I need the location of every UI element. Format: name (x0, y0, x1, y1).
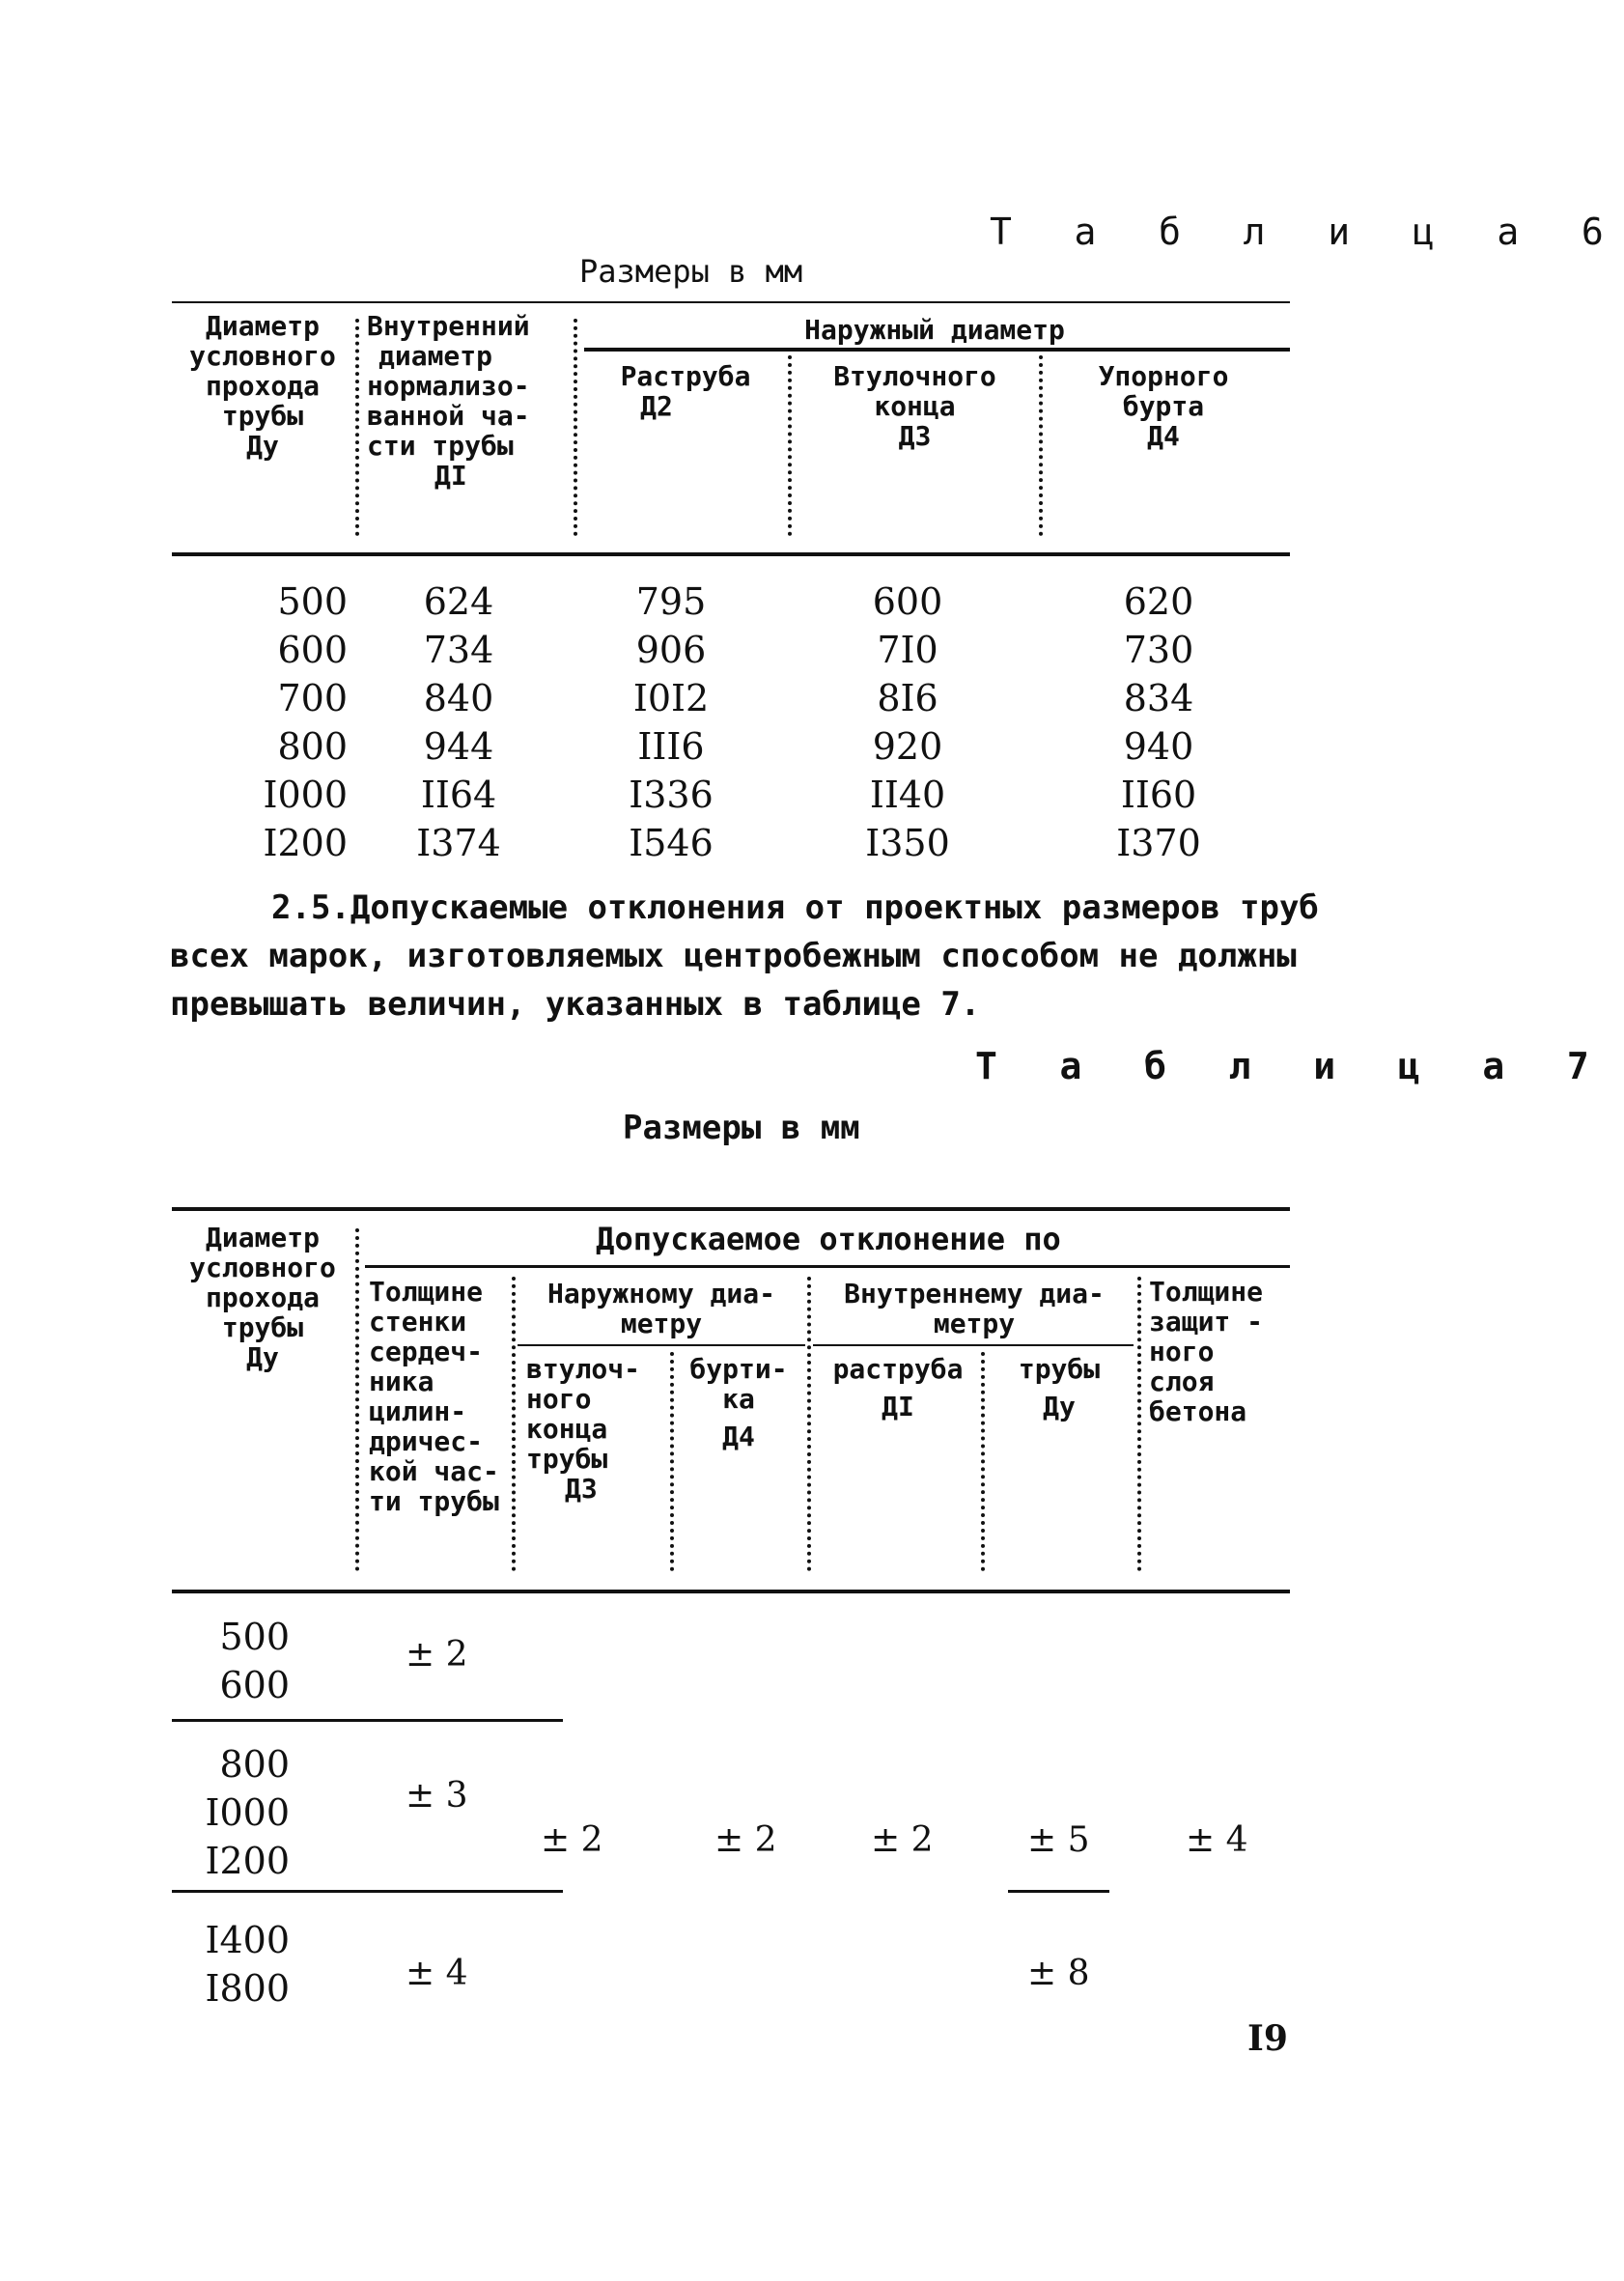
table6-title: Т а б л и ц а 6 (990, 211, 1624, 253)
table7-divider-4 (807, 1277, 811, 1571)
table7-protective-layer-tolerance: ± 4 (1186, 1820, 1248, 1860)
table6-header-inner-diameter: Внутренний диаметр нормализо- ванной ча- сти трубы ДI (367, 310, 530, 492)
table6-col-sleeve: 600 7I0 8I6 920 II40 I350 (865, 580, 950, 864)
table6-col-inner: 624 734 840 944 II64 I374 (416, 580, 501, 864)
table6-header-sleeve-end: Втулочного конца Д3 (833, 360, 996, 452)
table7-socket-tolerance: ± 2 (871, 1820, 934, 1860)
table7-title: Т а б л и ц а 7 (975, 1045, 1610, 1087)
table6-header-nominal-diameter: Диаметр условного прохода трубы Ду (189, 310, 336, 462)
table7-pipe-tolerance-large: ± 8 (1027, 1954, 1090, 1993)
table7-outer-rule (518, 1344, 805, 1346)
table7-header-bottom-rule (172, 1590, 1290, 1593)
table7-collar-tolerance: ± 2 (714, 1820, 777, 1860)
table6-group-rule (584, 348, 1290, 352)
table7-group-2-rule (172, 1890, 563, 1893)
table7-header-pipe: трубы Ду (1018, 1353, 1101, 1422)
table-row: I000 (263, 774, 348, 816)
table7-wall-tolerance-2: ± 3 (406, 1776, 468, 1816)
table7-wall-tolerance-1: ± 2 (406, 1635, 468, 1675)
table7-divider-3 (670, 1352, 674, 1571)
table7-header-sleeve-end: втулоч- ного конца трубы Д3 (526, 1353, 641, 1505)
table-row: I200 (205, 1840, 290, 1882)
table-row: I200 (263, 822, 348, 864)
table-row: I000 (205, 1791, 290, 1834)
table7-pipe-split-rule (1008, 1890, 1109, 1893)
table7-inner-rule (813, 1344, 1134, 1346)
table7-pipe-tolerance-small: ± 5 (1027, 1820, 1090, 1860)
page-number: I9 (1247, 2018, 1288, 2059)
table7-diameter-group-1 (174, 1613, 290, 1709)
table7-header-tolerance: Допускаемое отклонение по (596, 1221, 1061, 1257)
table7-divider-5 (981, 1352, 985, 1571)
table7-divider-1 (355, 1228, 359, 1571)
table-row: I400 (205, 1919, 290, 1961)
table7-units: Размеры в мм (623, 1109, 860, 1147)
table7-top-rule (172, 1207, 1290, 1211)
table-row: 800 (277, 725, 348, 768)
table6-col-collar: 620 730 834 940 II60 I370 (1116, 580, 1201, 864)
table6-header-socket: Раструба Д2 (620, 360, 751, 422)
table-row: 800 (219, 1743, 290, 1786)
table7-divider-2 (512, 1277, 516, 1571)
table6-col-socket: 795 906 I0I2 III6 I336 I546 (629, 580, 714, 864)
table-row: I800 (205, 1967, 290, 2010)
table-row: 500 (219, 1616, 290, 1658)
table6-divider-2 (574, 319, 577, 536)
table6-units: Размеры в мм (579, 253, 803, 290)
table7-header-outer-diameter: Наружному диа-метру (546, 1278, 775, 1339)
table6-header-thrust-collar: Упорного бурта Д4 (1098, 360, 1229, 452)
table7-header-collar: бурти- ка Д4 (689, 1353, 788, 1452)
table7-group-rule (365, 1265, 1290, 1268)
table7-diameter-group-3 (174, 1916, 290, 2013)
table7-header-socket: раструба ДI (832, 1353, 964, 1422)
table7-diameter-group-2 (174, 1740, 290, 1885)
table7-header-wall-thickness: Толщине стенки сердеч- ника цилин- дричес- кой час- ти трубы (369, 1276, 499, 1517)
table-row: 600 (219, 1664, 290, 1706)
table6-col-nominal (174, 577, 348, 867)
table7-sleeve-end-tolerance: ± 2 (541, 1820, 603, 1860)
table-row: 500 (277, 580, 348, 623)
table-row: 700 (277, 677, 348, 719)
table7-header-protective-layer: Толщине защит - ного слоя бетона (1149, 1276, 1264, 1427)
table7-header-inner-diameter: Внутреннему диа-метру (844, 1278, 1105, 1339)
table7-divider-6 (1137, 1277, 1141, 1571)
table-row: 600 (277, 629, 348, 671)
paragraph-2-5: 2.5.Допускаемые отклонения от проектных размеров труб всех марок, изготовляемых центробежным способом не должны превышать величин, указанных в таблице 7. (170, 888, 1319, 1024)
table6-divider-1 (355, 319, 359, 536)
table6-top-rule (172, 301, 1290, 303)
table7-group-1-rule (172, 1719, 563, 1722)
table6-header-outer-diameter: Наружный диаметр (804, 314, 1065, 346)
table6-divider-3 (788, 355, 792, 536)
table7-wall-tolerance-3: ± 4 (406, 1954, 468, 1993)
table6-header-bottom-rule (172, 552, 1290, 556)
table6-divider-4 (1039, 355, 1043, 536)
table7-header-nominal-diameter: Диаметр условного прохода трубы Ду (189, 1222, 336, 1373)
